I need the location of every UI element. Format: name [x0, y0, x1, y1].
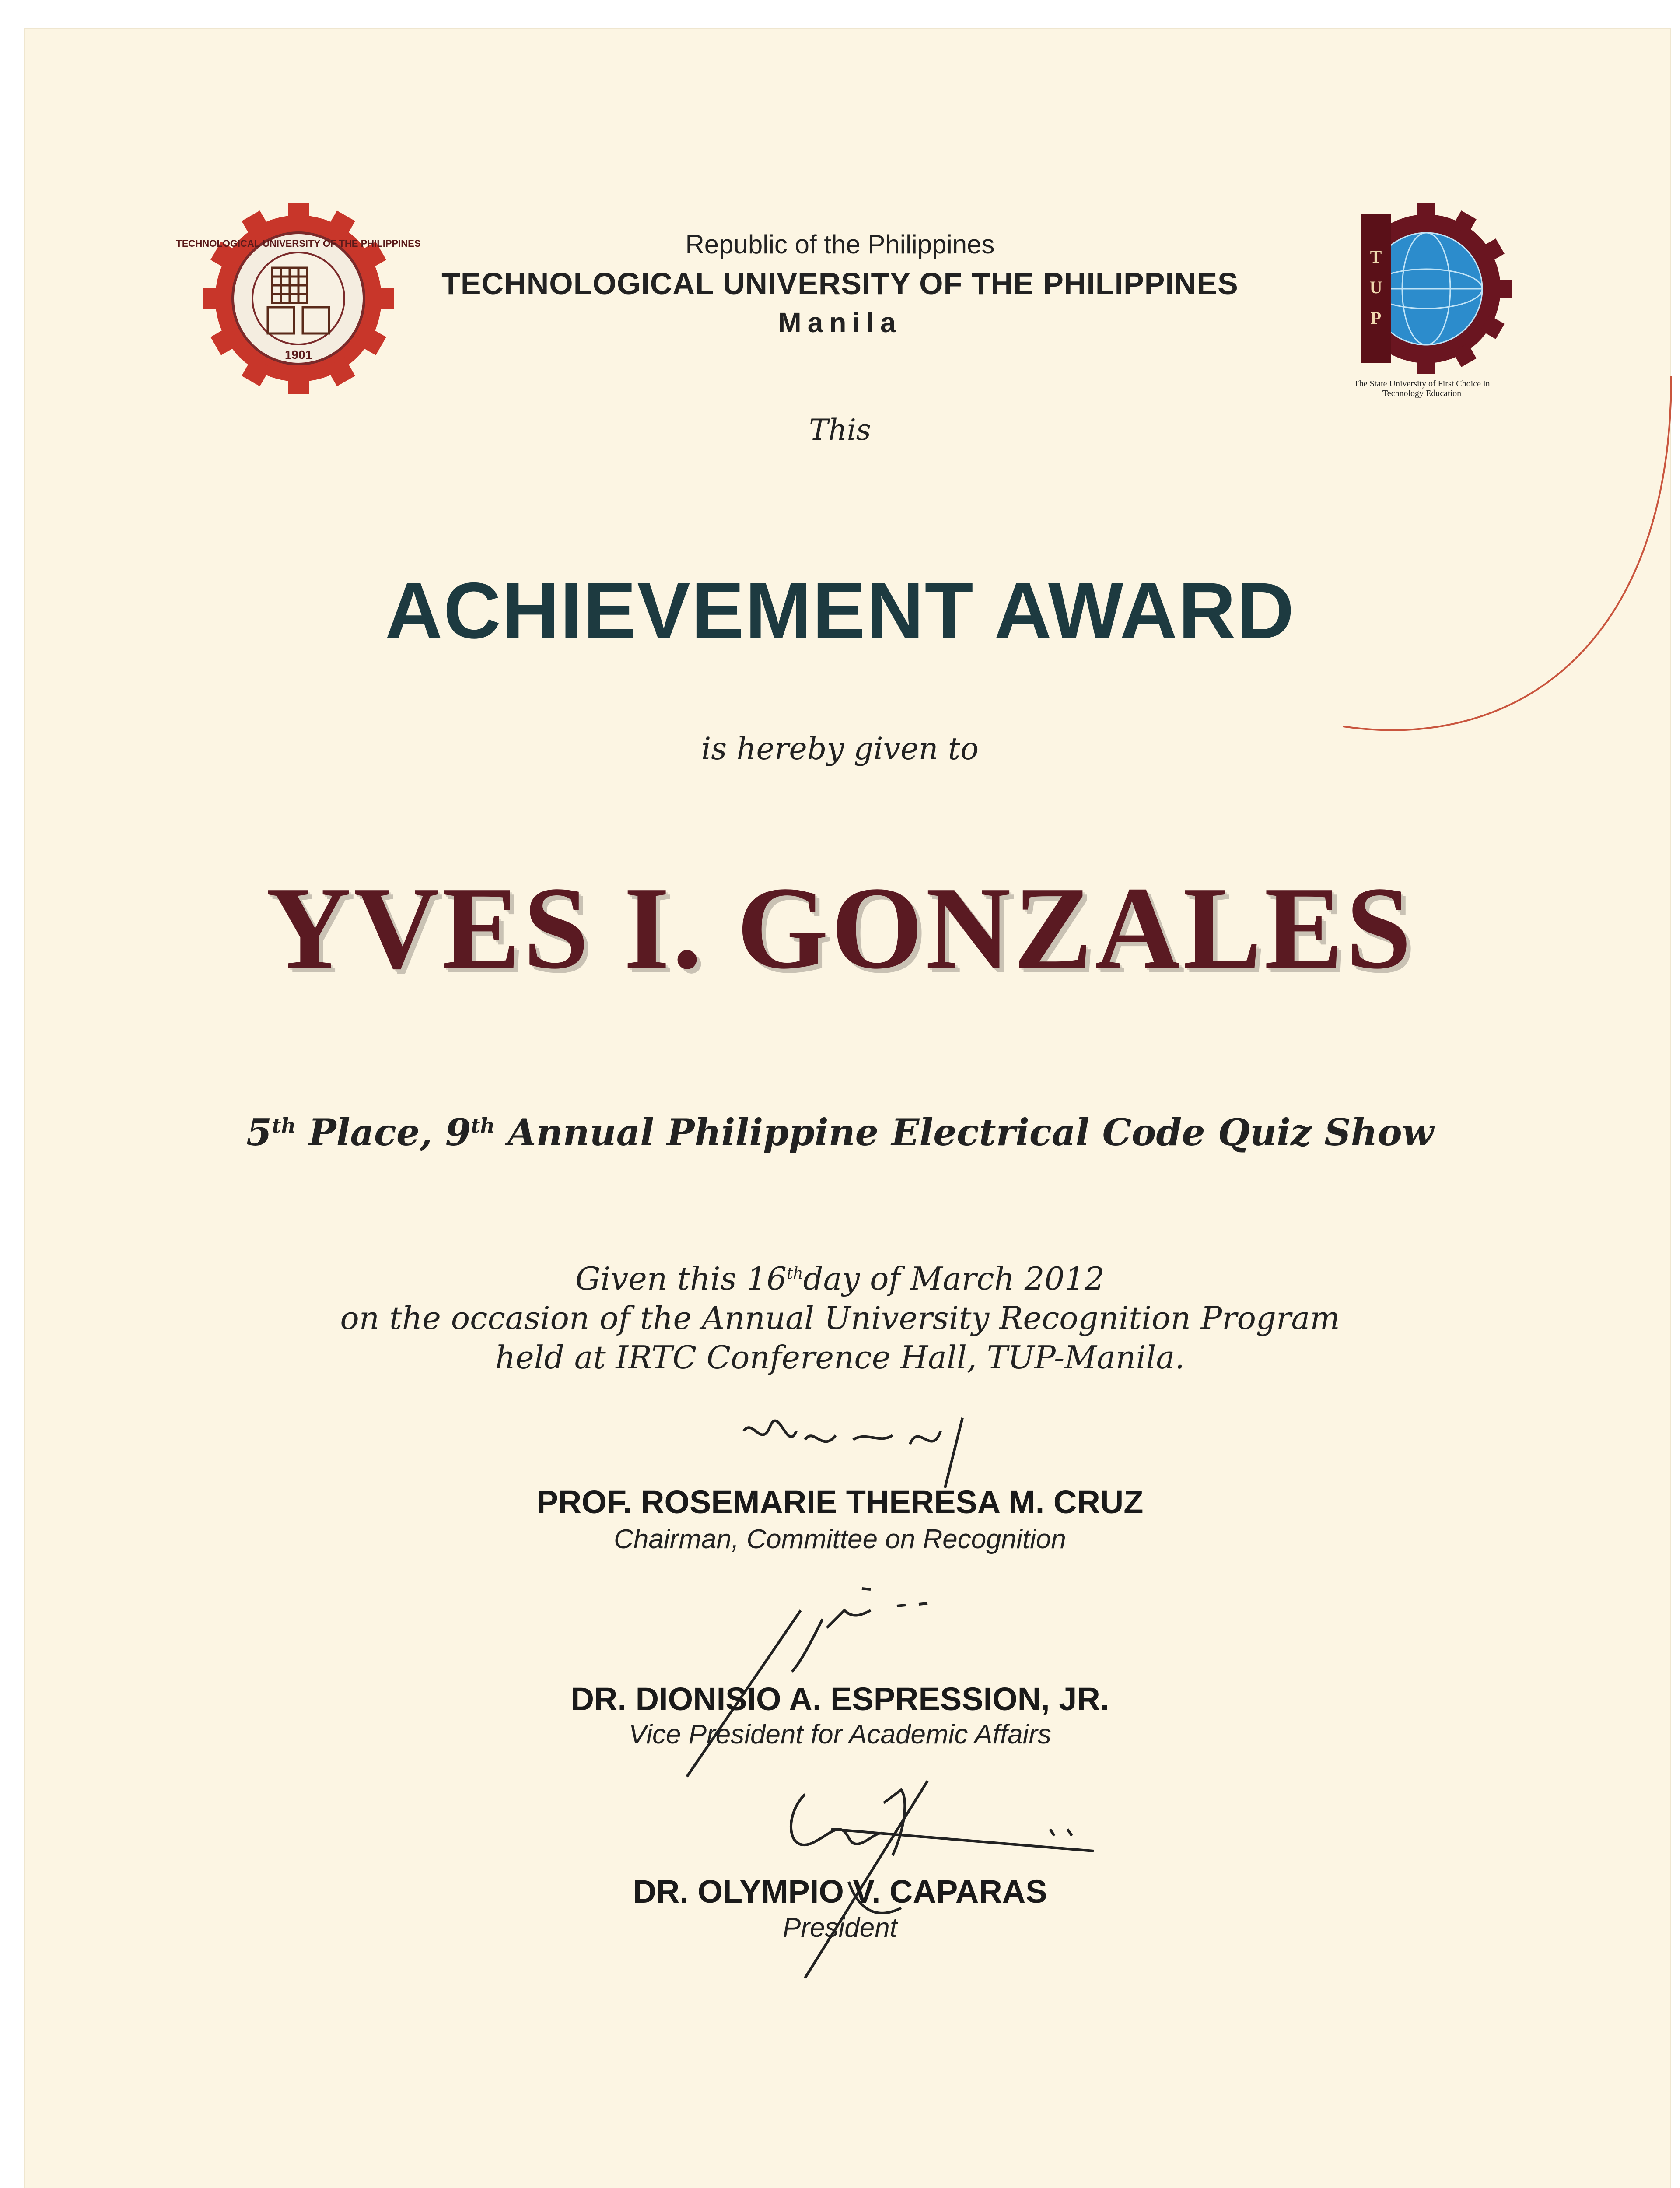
award-place-line [0, 1111, 1680, 1154]
place-word: Place, [296, 1111, 445, 1154]
occasion-date-suffix: th [786, 1265, 803, 1283]
this-label: This [809, 413, 871, 447]
signatory-1-title: Chairman, Committee on Recognition [614, 1524, 1066, 1554]
logo-tagline-line1: The State University of First Choice in [1354, 379, 1490, 389]
seal-year: 1901 [284, 348, 312, 361]
logo-tagline-line2: Technology Education [1382, 389, 1462, 398]
place-number: 5 [246, 1111, 272, 1154]
svg-text:T: T [1370, 247, 1382, 266]
header-city: Manila [778, 307, 902, 338]
signatory-1-name: PROF. ROSEMARIE THERESA M. CRUZ [536, 1484, 1144, 1520]
occasion-line-2: on the occasion of the Annual University Recognition Program [340, 1300, 1340, 1336]
recipient-name: YVES I. GONZALES [266, 863, 1414, 993]
signatory-2-name: DR. DIONISIO A. ESPRESSION, JR. [570, 1681, 1110, 1717]
annual-number: 9 [445, 1111, 471, 1154]
signatory-2-title: Vice President for Academic Affairs [629, 1719, 1051, 1750]
annual-suffix: th [471, 1114, 495, 1137]
event-name: Annual Philippine Electrical Code Quiz Show [495, 1111, 1434, 1154]
award-title: ACHIEVEMENT AWARD [385, 566, 1295, 655]
signatory-3-name: DR. OLYMPIO V. CAPARAS [633, 1873, 1047, 1910]
svg-text:P: P [1370, 308, 1382, 328]
header-republic: Republic of the Philippines [685, 230, 995, 259]
header-university: TECHNOLOGICAL UNIVERSITY OF THE PHILIPPINES [441, 266, 1239, 301]
occasion-date-prefix: Given this 16 [575, 1260, 787, 1297]
place-suffix: th [272, 1114, 296, 1137]
seal-ring-text: TECHNOLOGICAL UNIVERSITY OF THE PHILIPPINES [176, 238, 421, 249]
signatory-3-title: President [783, 1913, 897, 1943]
occasion-line-3: held at IRTC Conference Hall, TUP-Manila. [495, 1339, 1185, 1376]
svg-text:U: U [1369, 277, 1382, 297]
occasion-date-rest: day of March 2012 [803, 1260, 1105, 1297]
given-to-label: is hereby given to [701, 731, 979, 767]
occasion-line-1 [0, 1260, 1680, 1297]
